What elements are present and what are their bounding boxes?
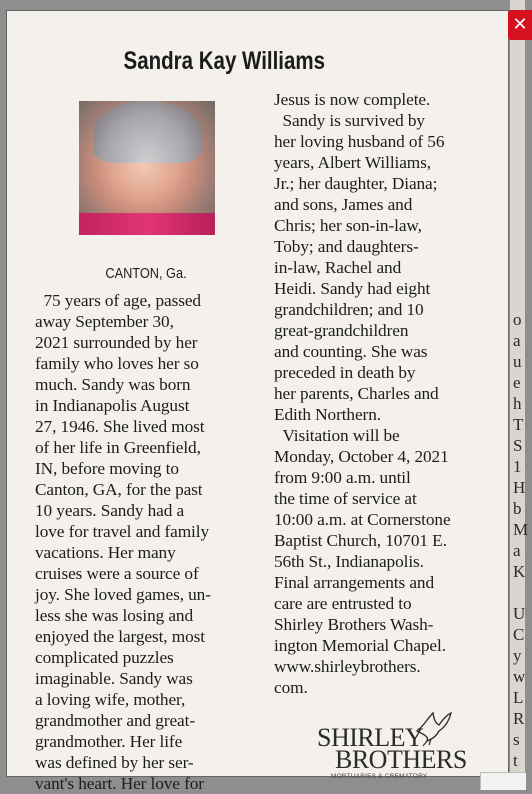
background-text-fragment: s <box>513 730 520 749</box>
obituary-title: Sandra Kay Williams <box>123 47 326 75</box>
background-text-fragment: M <box>513 520 529 539</box>
right-line: great-grandchildren <box>274 321 409 340</box>
right-line: and counting. She was <box>274 342 428 361</box>
left-line: 10 years. Sandy had a <box>35 501 185 520</box>
background-text-fragment: K <box>513 562 526 581</box>
right-line: www.shirleybrothers. <box>274 657 421 676</box>
left-line: 75 years of age, passed <box>35 291 201 310</box>
right-line: ington Memorial Chapel. <box>274 636 446 655</box>
right-line: care are entrusted to <box>274 594 412 613</box>
background-page-strip <box>510 0 529 789</box>
right-line: Final arrangements and <box>274 573 434 592</box>
obituary-text-right-column <box>274 89 451 698</box>
left-line: imaginable. Sandy was <box>35 669 193 688</box>
left-line: love for travel and family <box>35 522 209 541</box>
background-text-fragment: R <box>513 709 525 728</box>
right-line: grandchildren; and 10 <box>274 300 424 319</box>
background-text-fragment: C <box>513 625 525 644</box>
left-line: a loving wife, mother, <box>35 690 186 709</box>
portrait-photo <box>79 101 215 235</box>
background-text-fragment: 1 <box>513 457 522 476</box>
background-text-fragment: h <box>513 394 522 413</box>
right-line: the time of service at <box>274 489 417 508</box>
left-line: cruises were a source of <box>35 564 199 583</box>
left-line: 2021 surrounded by her <box>35 333 198 352</box>
left-line: vacations. Her many <box>35 543 176 562</box>
background-text-fragment: b <box>513 499 522 518</box>
funeral-home-logo <box>317 709 467 779</box>
background-text-fragment: L <box>513 688 524 707</box>
right-line: Chris; her son-in-law, <box>274 216 422 235</box>
left-line: family who loves her so <box>35 354 199 373</box>
left-line: much. Sandy was born <box>35 375 191 394</box>
left-line: was defined by her ser- <box>35 753 194 772</box>
left-line: grandmother. Her life <box>35 732 183 751</box>
photo-hair <box>93 101 201 163</box>
right-line: Jesus is now complete. <box>274 90 431 109</box>
background-text-fragment: a <box>513 541 521 560</box>
background-text-fragment: S <box>513 436 523 455</box>
left-line: 27, 1946. She lived most <box>35 417 205 436</box>
left-line: vant's heart. Her love for <box>35 774 204 793</box>
logo-tagline: MORTUARIES & CREMATORY <box>331 773 428 780</box>
logo-line-2: BROTHERS <box>335 745 467 774</box>
background-text-fragment: u <box>513 352 522 371</box>
background-text-fragment: a <box>513 331 521 350</box>
left-line: Canton, GA, for the past <box>35 480 203 499</box>
background-text-fragment: t <box>513 751 518 770</box>
right-line: from 9:00 a.m. until <box>274 468 411 487</box>
background-text-fragment: w <box>513 667 526 686</box>
background-text-fragment: e <box>513 373 521 392</box>
obituary-card <box>6 10 509 793</box>
background-text-fragment: U <box>513 604 526 623</box>
left-line: enjoyed the largest, most <box>35 627 205 646</box>
background-text-fragment: y <box>513 646 522 665</box>
corner-widget <box>480 772 526 790</box>
left-line: joy. She loved games, un- <box>35 585 211 604</box>
right-line: her loving husband of 56 <box>274 132 445 151</box>
left-line: less she was losing and <box>35 606 194 625</box>
right-line: Monday, October 4, 2021 <box>274 447 449 466</box>
right-line: 10:00 a.m. at Cornerstone <box>274 510 451 529</box>
right-line: Edith Northern. <box>274 405 381 424</box>
right-line: Shirley Brothers Wash- <box>274 615 434 634</box>
obituary-text-left-column <box>35 290 211 794</box>
left-line: IN, before moving to <box>35 459 179 478</box>
right-line: preceded in death by <box>274 363 416 382</box>
right-line: Sandy is survived by <box>274 111 425 130</box>
left-line: in Indianapolis August <box>35 396 190 415</box>
background-text-fragment: H <box>513 478 526 497</box>
background-text-fragment: o <box>513 310 522 329</box>
right-line: her parents, Charles and <box>274 384 439 403</box>
right-line: Jr.; her daughter, Diana; <box>274 174 438 193</box>
left-line: away September 30, <box>35 312 174 331</box>
left-line: grandmother and great- <box>35 711 195 730</box>
background-text-fragment: T <box>513 415 524 434</box>
dateline: CANTON, Ga. <box>105 265 187 282</box>
logo-line-1: SHIRLEY <box>317 723 424 752</box>
left-line: of her life in Greenfield, <box>35 438 201 457</box>
right-line: Heidi. Sandy had eight <box>274 279 431 298</box>
right-line: years, Albert Williams, <box>274 153 431 172</box>
right-line: in-law, Rachel and <box>274 258 402 277</box>
right-line: 56th St., Indianapolis. <box>274 552 424 571</box>
right-line: Visitation will be <box>274 426 400 445</box>
right-line: Baptist Church, 10701 E. <box>274 531 447 550</box>
photo-shirt <box>79 213 215 235</box>
close-button[interactable]: ✕ <box>508 10 532 40</box>
right-line: and sons, James and <box>274 195 413 214</box>
right-line: Toby; and daughters- <box>274 237 419 256</box>
right-line: com. <box>274 678 308 697</box>
left-line: complicated puzzles <box>35 648 174 667</box>
